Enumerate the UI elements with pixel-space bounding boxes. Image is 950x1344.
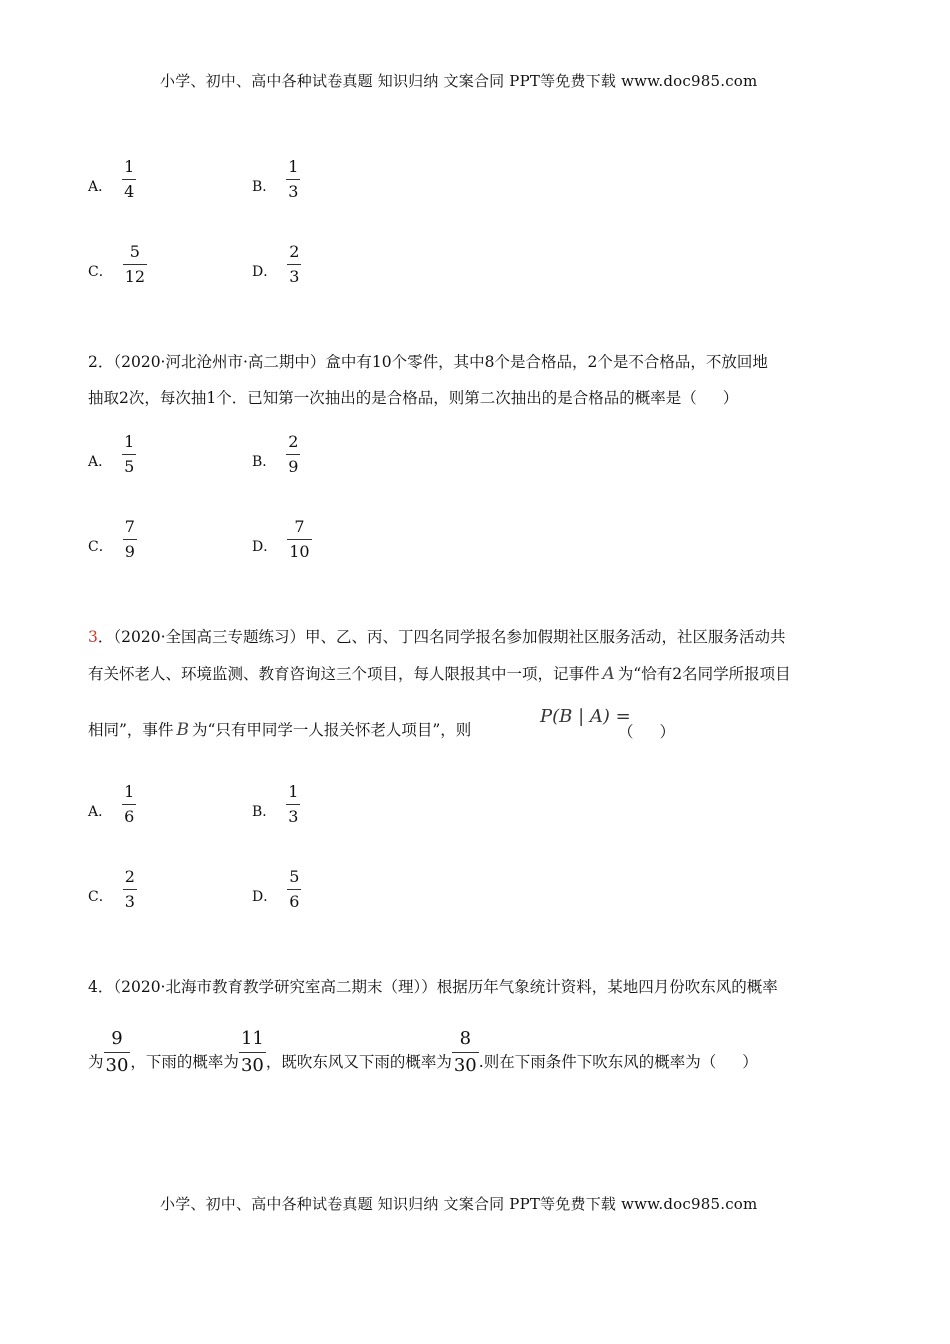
- fraction: $\frac{5}{12}$: [124, 242, 146, 286]
- q2-stem-line2: 抽取2次，每次抽1个．已知第一次抽出的是合格品，则第二次抽出的是合格品的概率是（ ）: [88, 389, 739, 407]
- event-b: B: [176, 720, 189, 740]
- fraction: $\frac{1}{6}$: [124, 782, 135, 826]
- q3-number: 3: [88, 628, 98, 646]
- fraction: $\frac{1}{3}$: [288, 782, 299, 826]
- fraction-p-rain: $\frac{11}{30}$: [240, 1028, 264, 1076]
- fraction: $\frac{1}{3}$: [288, 157, 299, 201]
- q3-option-b[interactable]: [252, 765, 300, 825]
- q2-option-d[interactable]: [252, 500, 312, 560]
- q3-stem-line3: 相同”，事件 B 为“只有甲同学一人报关怀老人项目”，则: [88, 720, 472, 740]
- q1-option-a[interactable]: [88, 140, 136, 200]
- option-letter: C．: [88, 264, 113, 280]
- q3-option-d[interactable]: [252, 850, 301, 910]
- fraction: $\frac{2}{3}$: [124, 867, 135, 911]
- fraction: $\frac{5}{6}$: [289, 867, 300, 911]
- fraction-p-wind: $\frac{9}{30}$: [105, 1028, 129, 1076]
- q3-stem-line1: 3．（2020·全国高三专题练习）甲、乙、丙、丁四名同学报名参加假期社区服务活动，社区服务活动共: [88, 628, 786, 646]
- option-letter: B．: [252, 804, 277, 820]
- q3-answer-paren: （ ）: [618, 723, 676, 741]
- fraction-p-both: $\frac{8}{30}$: [453, 1028, 477, 1076]
- q3-stem-line2: 有关怀老人、环境监测、教育咨询这三个项目，每人限报其中一项，记事件 A 为“恰有2名同学所报项目: [88, 664, 791, 684]
- q2-option-a[interactable]: [88, 415, 136, 475]
- page-footer: 小学、初中、高中各种试卷真题 知识归纳 文案合同 PPT等免费下载 www.doc985.com: [160, 1195, 758, 1213]
- fraction: $\frac{7}{10}$: [289, 517, 310, 561]
- page-header: 小学、初中、高中各种试卷真题 知识归纳 文案合同 PPT等免费下载 www.doc985.com: [160, 72, 758, 90]
- option-letter: A．: [88, 804, 113, 820]
- fraction: $\frac{7}{9}$: [124, 517, 135, 561]
- option-letter: D．: [252, 889, 278, 905]
- fraction: $\frac{2}{3}$: [289, 242, 300, 286]
- fraction: $\frac{1}{5}$: [124, 432, 135, 476]
- conditional-probability-formula: P(B | A) =: [540, 706, 631, 727]
- q2-stem-line1: 2．（2020·河北沧州市·高二期中）盒中有10个零件，其中8个是合格品，2个是不合格品，不放回地: [88, 353, 768, 371]
- fraction: $\frac{2}{9}$: [288, 432, 299, 476]
- q2-option-c[interactable]: [88, 500, 137, 560]
- q3-option-a[interactable]: [88, 765, 136, 825]
- q4-stem-line2: 为 $\frac{9}{30}$ ，下雨的概率为 $\frac{11}{30}$ ，既吹东风又下雨的概率为 $\frac{8}{30}$ .则在下雨条件下吹东风的概率为（ ）: [88, 1028, 758, 1076]
- option-letter: D．: [252, 264, 278, 280]
- option-letter: D．: [252, 539, 278, 555]
- q1-option-b[interactable]: [252, 140, 300, 200]
- q4-stem-line1: 4．（2020·北海市教育教学研究室高二期末（理））根据历年气象统计资料，某地四月份吹东风的概率: [88, 978, 778, 996]
- q3-option-c[interactable]: [88, 850, 137, 910]
- option-letter: B．: [252, 179, 277, 195]
- fraction: $\frac{1}{4}$: [124, 157, 135, 201]
- q1-option-d[interactable]: [252, 225, 301, 285]
- option-letter: A．: [88, 179, 113, 195]
- option-letter: C．: [88, 539, 113, 555]
- q1-option-c[interactable]: [88, 225, 147, 285]
- event-a: A: [602, 664, 615, 684]
- q2-option-b[interactable]: [252, 415, 300, 475]
- option-letter: C．: [88, 889, 113, 905]
- option-letter: A．: [88, 454, 113, 470]
- option-letter: B．: [252, 454, 277, 470]
